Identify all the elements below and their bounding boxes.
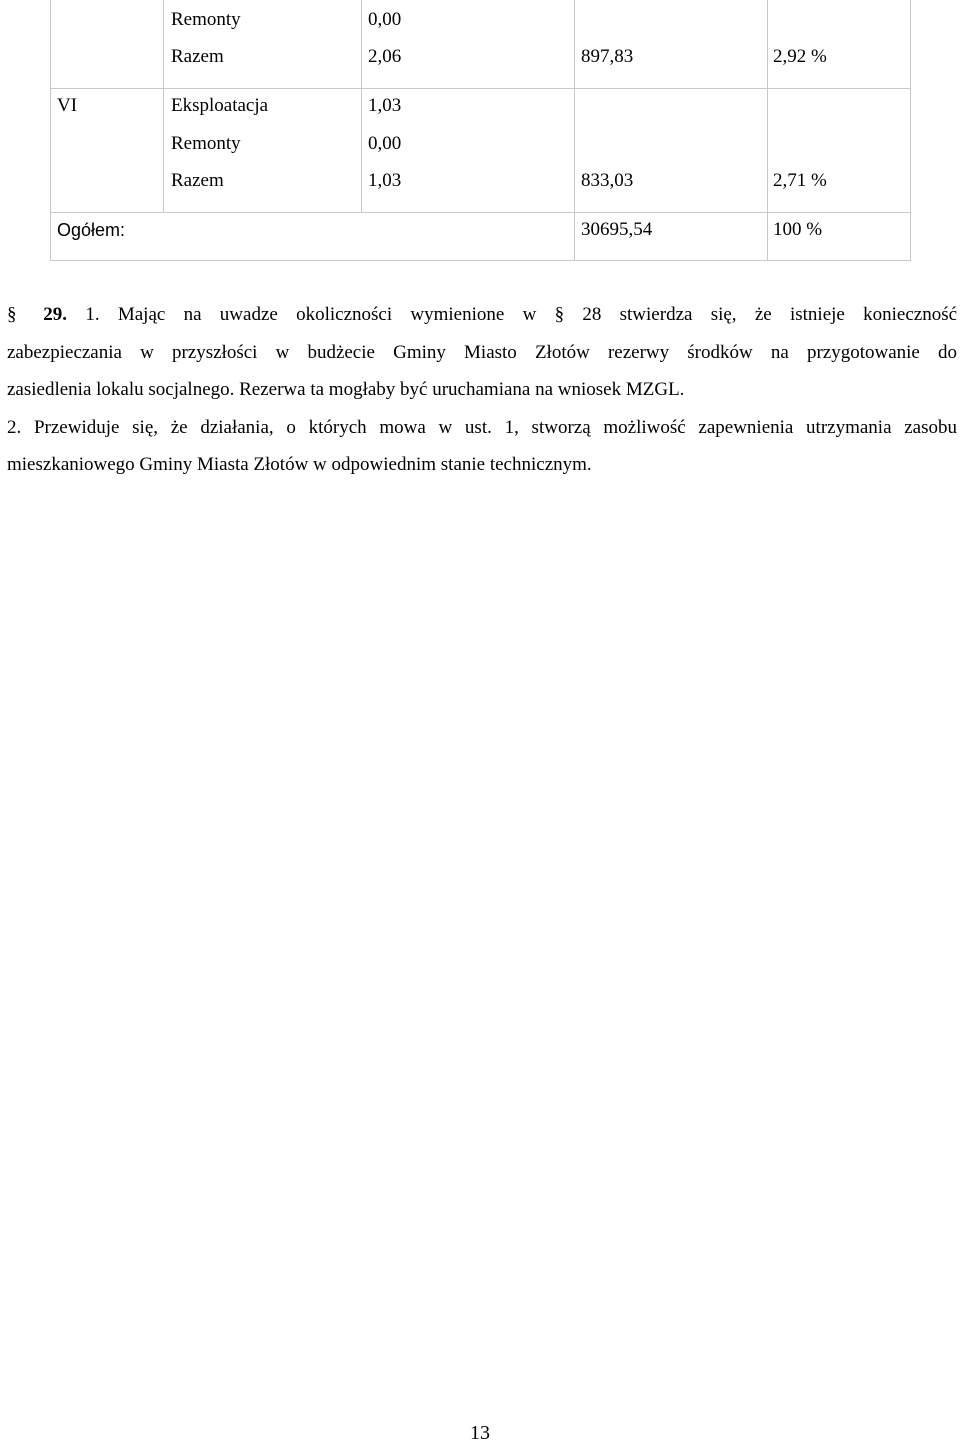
para2-line2: mieszkaniowego Gminy Miasta Złotów w odpowiednim stanie technicznym. xyxy=(7,454,592,476)
row-label-razem: Razem xyxy=(171,46,224,67)
para2-line1: 2. Przewiduje się, że działania, o których mowa w ust. 1, stworzą możliwość zapewnienia utrzymania zasobu xyxy=(7,416,957,438)
row-value-eksploatacja: 1,03 xyxy=(368,95,402,116)
para1-line1-end: 28 stwierdza się, że istnieje konieczność xyxy=(582,304,958,325)
row-amount-razem: 833,03 xyxy=(581,170,634,191)
row-value-remonty: 0,00 xyxy=(368,133,402,154)
section-sign-icon: § xyxy=(7,304,17,325)
row-value-razem: 2,06 xyxy=(368,46,402,67)
row-value-razem: 1,03 xyxy=(368,170,402,191)
table-border xyxy=(910,0,911,260)
para1-line3: zasiedlenia lokalu socjalnego. Rezerwa ta mogłaby być uruchamiana na wniosek MZGL. xyxy=(7,379,685,401)
table-border xyxy=(50,212,911,213)
table-border xyxy=(163,0,164,212)
group-number-vi: VI xyxy=(57,95,78,116)
section-sign-icon: § xyxy=(554,304,565,325)
page-number: 13 xyxy=(470,1422,490,1444)
para1-line2: zabezpieczania w przyszłości w budżecie Gminy Miasto Złotów rezerwy środków na przygotowanie do xyxy=(7,341,957,363)
row-percent-razem: 2,92 % xyxy=(773,46,827,67)
total-percent: 100 % xyxy=(773,219,823,240)
row-amount-razem: 897,83 xyxy=(581,46,634,67)
section-number: 29. xyxy=(43,304,68,325)
section-29 xyxy=(7,296,957,484)
table-border xyxy=(767,0,768,260)
section-29-line-1 xyxy=(7,296,957,334)
row-label-eksploatacja: Eksploatacja xyxy=(171,95,269,116)
table-border xyxy=(50,88,911,89)
para1-line1-start: 1. Mając na uwadze okoliczności wymienione w xyxy=(85,304,537,325)
table-border xyxy=(361,0,362,212)
row-label-remonty: Remonty xyxy=(171,133,241,154)
row-value-remonty: 0,00 xyxy=(368,9,402,30)
table-border xyxy=(50,0,51,260)
table-border xyxy=(50,260,911,261)
total-amount: 30695,54 xyxy=(581,219,653,240)
row-percent-razem: 2,71 % xyxy=(773,170,827,191)
table-border xyxy=(574,0,575,260)
total-label: Ogółem: xyxy=(57,220,126,240)
row-label-razem: Razem xyxy=(171,170,224,191)
budget-table xyxy=(0,0,960,270)
row-label-remonty: Remonty xyxy=(171,9,241,30)
